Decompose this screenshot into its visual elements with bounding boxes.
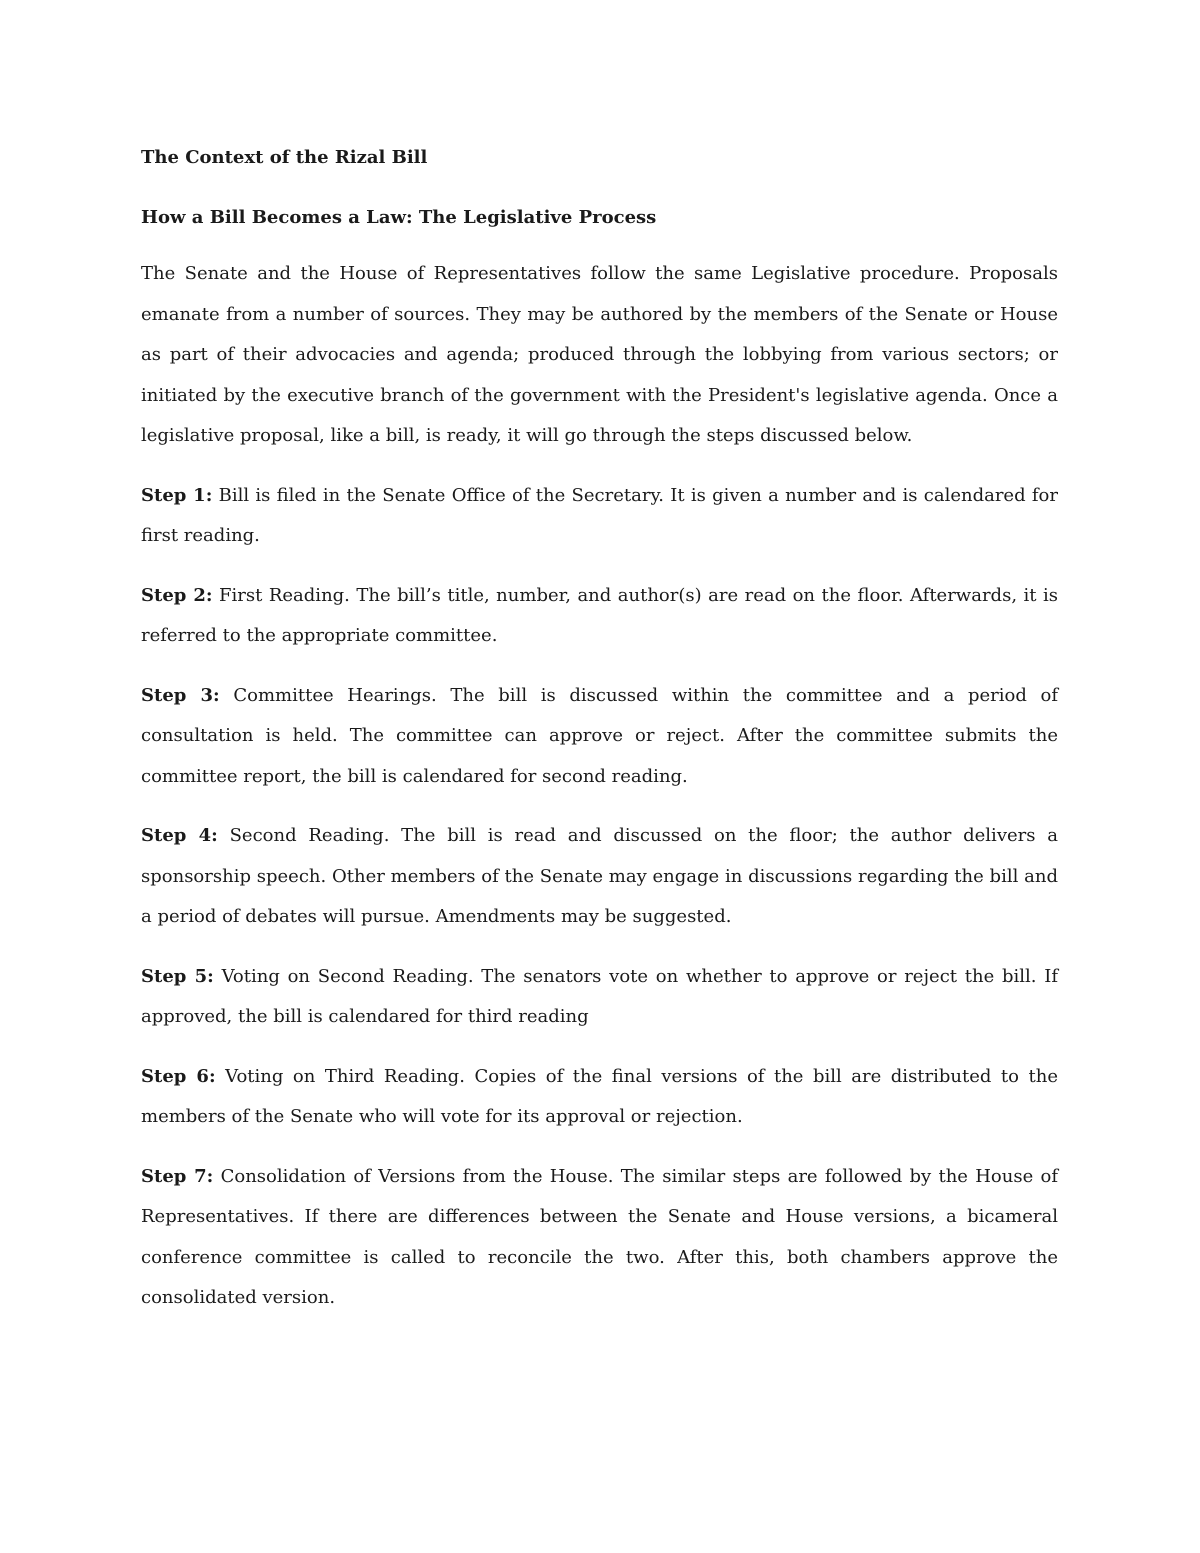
- step-1-text: Bill is filed in the Senate Office of the Secretary. It is given a number and is calendared for first reading.: [141, 484, 1058, 546]
- intro-paragraph: The Senate and the House of Representatives follow the same Legislative procedure. Proposals emanate from a number of sources. They may be authored by the members of the Senate or House as part of their advocacies and agenda; produced through the lobbying from various sectors; or initiated by the executive branch of the government with the President's legislative agenda. Once a legislative proposal, like a bill, is ready, it will go through the steps discussed below.: [141, 263, 1058, 446]
- step-3-text: Committee Hearings. The bill is discussed within the committee and a period of consultation is held. The committee can approve or reject. After the committee submits the committee report, the bill is calendared for second reading.: [141, 684, 1058, 787]
- step-1-paragraph: [141, 476, 1058, 557]
- document-page: [141, 138, 1058, 1338]
- step-6-label: Step 6:: [141, 1065, 216, 1087]
- step-2-label: Step 2:: [141, 584, 213, 606]
- step-6-text: Voting on Third Reading. Copies of the final versions of the bill are distributed to the members of the Senate who will vote for its approval or rejection.: [141, 1065, 1059, 1127]
- step-5-text: Voting on Second Reading. The senators vote on whether to approve or reject the bill. If approved, the bill is calendared for third reading: [141, 965, 1058, 1027]
- step-4-paragraph: [141, 816, 1058, 938]
- step-3-paragraph: [141, 676, 1058, 798]
- document-title: The Context of the Rizal Bill: [141, 147, 428, 168]
- step-7-text: Consolidation of Versions from the House. The similar steps are followed by the House of Representatives. If there are differences between the Senate and House versions, a bicameral conference committee is called to reconcile the two. After this, both chambers approve the consolidated version.: [141, 1165, 1058, 1308]
- step-2-paragraph: [141, 576, 1058, 657]
- step-7-label: Step 7:: [141, 1165, 214, 1187]
- step-4-text: Second Reading. The bill is read and discussed on the floor; the author delivers a sponsorship speech. Other members of the Senate may engage in discussions regarding the bill and a period of debates will pursue. Amendments may be suggested.: [141, 825, 1058, 927]
- step-2-text: First Reading. The bill’s title, number, and author(s) are read on the floor. Afterwards, it is referred to the appropriate committee.: [141, 584, 1058, 646]
- section-heading: How a Bill Becomes a Law: The Legislative Process: [141, 207, 657, 228]
- step-1-label: Step 1:: [141, 484, 213, 506]
- step-4-label: Step 4:: [141, 825, 218, 846]
- step-5-label: Step 5:: [141, 965, 214, 987]
- step-3-label: Step 3:: [141, 684, 220, 706]
- step-7-paragraph: [141, 1157, 1058, 1319]
- step-5-paragraph: [141, 957, 1058, 1038]
- step-6-paragraph: [141, 1057, 1058, 1138]
